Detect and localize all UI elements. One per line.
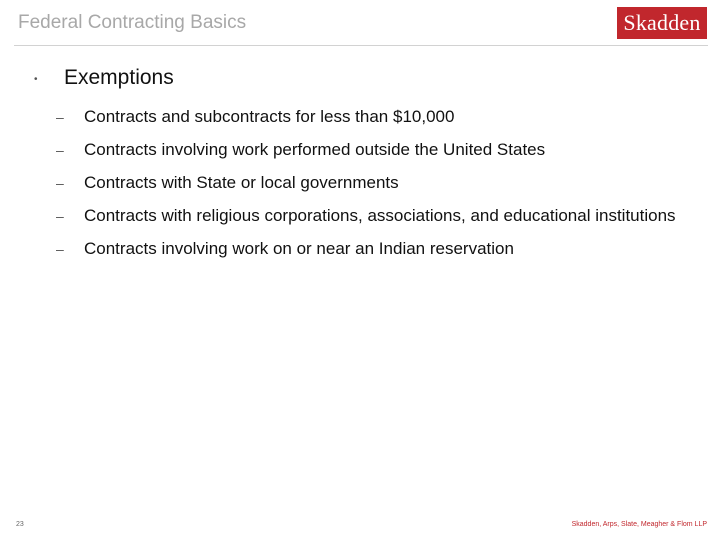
sub-bullet-text: Contracts involving work on or near an Indian reservation bbox=[84, 239, 514, 258]
sub-bullet-text: Contracts involving work performed outside the United States bbox=[84, 140, 546, 159]
bullet-dot-icon: • bbox=[34, 74, 38, 85]
dash-icon: – bbox=[56, 142, 64, 158]
sub-bullet-item bbox=[56, 106, 696, 128]
dash-icon: – bbox=[56, 208, 64, 224]
sub-bullet-item bbox=[56, 172, 696, 194]
sub-bullet-item bbox=[56, 205, 696, 227]
page-number: 23 bbox=[16, 521, 24, 528]
bullet-text: Exemptions bbox=[64, 66, 174, 89]
sub-bullet-item bbox=[56, 139, 696, 161]
sub-bullet-text: Contracts with religious corporations, associations, and educational institutions bbox=[84, 206, 676, 225]
dash-icon: – bbox=[56, 109, 64, 125]
skadden-logo: Skadden bbox=[617, 7, 707, 39]
sub-bullet-text: Contracts and subcontracts for less than $10,000 bbox=[84, 107, 455, 126]
slide-title: Federal Contracting Basics bbox=[18, 12, 247, 33]
header-divider bbox=[14, 45, 708, 46]
dash-icon: – bbox=[56, 175, 64, 191]
sub-bullet-list bbox=[56, 106, 696, 271]
sub-bullet-text: Contracts with State or local governments bbox=[84, 173, 399, 192]
dash-icon: – bbox=[56, 241, 64, 257]
footer-firm-name: Skadden, Arps, Slate, Meagher & Flom LLP bbox=[571, 521, 707, 528]
sub-bullet-item bbox=[56, 238, 696, 260]
